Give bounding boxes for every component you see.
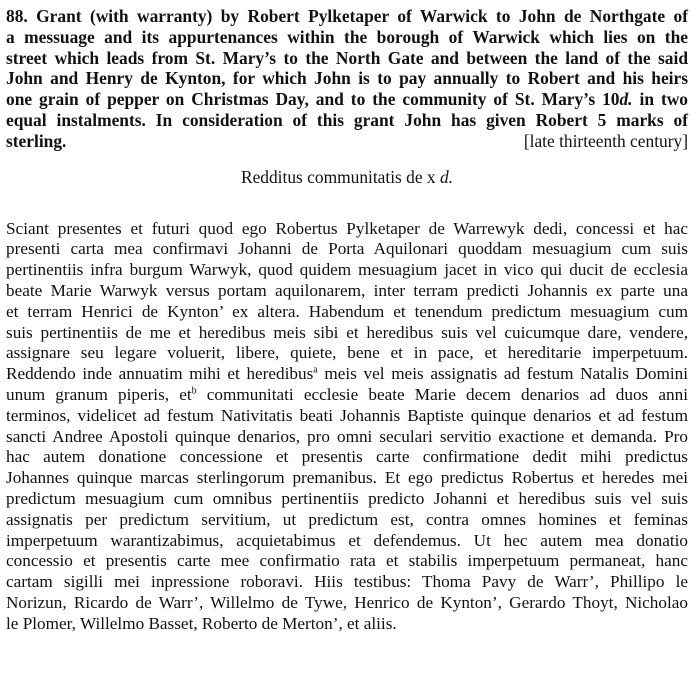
text-line: presenti carta mea confirmavi Johanni de Porta Aquilonari quoddam mesuagium cum suis bbox=[6, 239, 688, 259]
text-line: sancti Andree Apostoli quinque denarios, pro omni seculari servitio exactione et demanda. Pro bbox=[6, 426, 688, 446]
summary-line: street which leads from St. Mary’s to the North Gate and between the land of the said bbox=[6, 47, 688, 68]
entry-summary bbox=[6, 6, 688, 152]
summary-line bbox=[6, 89, 688, 110]
heading-text: Redditus communitatis de x bbox=[240, 166, 440, 187]
summary-last-line bbox=[6, 131, 688, 152]
text-line: imperpetuum warantizabimus, acquietabimus et defendemus. Ut hec autem mea donatio bbox=[6, 530, 688, 550]
text-line: Sciant presentes et futuri quod ego Robertus Pylketaper de Warrewyk dedi, concessi et hac bbox=[6, 218, 688, 238]
document-page bbox=[6, 6, 688, 635]
text-line: hac autem donatione concessione et presentis carte confirmatione dedit mihi predictus bbox=[6, 447, 688, 467]
heading-italic: d. bbox=[439, 166, 454, 187]
text-segment: communitati ecclesie beate Marie decem denarios ad duos anni bbox=[196, 384, 688, 404]
text-line bbox=[6, 364, 688, 385]
text-line: le Plomer, Willelmo Basset, Roberto de Merton’, et aliis. bbox=[6, 613, 397, 633]
text-line: pertinentiis infra burgum Warwyk, quod quidem mesuagium jacet in vico qui ducit de ecclesia bbox=[6, 260, 688, 280]
text-line: Johannes quinque marcas sterlingorum premanibus. Et ego predictus Robertus et heredes mei bbox=[6, 468, 688, 488]
footnote-marker-b: b bbox=[191, 385, 197, 397]
text-segment: meis vel meis assignatis ad festum Natalis Domini bbox=[317, 364, 689, 384]
text-segment: unum granum piperis, et bbox=[6, 384, 192, 404]
entry-date: [late thirteenth century] bbox=[523, 130, 688, 151]
summary-line: equal instalments. In consideration of this grant John has given Robert 5 marks of bbox=[6, 109, 688, 130]
text-line: cartam sigilli mei inpressione roboravi. Hiis testibus: Thoma Pavy de Warr’, Phillipo le bbox=[6, 572, 688, 592]
summary-line-tail: in two bbox=[632, 89, 688, 110]
text-line: Norizun, Ricardo de Warr’, Willelmo de Tywe, Henrico de Kynton’, Gerardo Thoyt, Nicholao bbox=[6, 592, 688, 612]
summary-line: sterling. bbox=[6, 130, 67, 151]
text-line: et terram Henrici de Kynton’ ex altera. Habendum et tenendum predictum mesuagium cum bbox=[6, 301, 688, 321]
text-line: beate Marie Warwyk versus portam aquilonarem, inter terram predicti Johannis ex parte una bbox=[6, 280, 688, 300]
charter-text bbox=[6, 219, 688, 635]
text-line: assignatis per predictum servitium, ut predictum est, contra omnes homines et feminas bbox=[6, 509, 688, 529]
text-line: predictum mesuagium cum omnibus pertinentiis predicto Johanni et heredibus suis vel suis bbox=[6, 488, 688, 508]
text-line: terminos, videlicet ad festum Nativitatis beati Johannis Baptiste quinque denarios et ad festum bbox=[6, 405, 688, 425]
summary-italic-pence: d. bbox=[619, 89, 633, 110]
text-line bbox=[6, 385, 688, 406]
text-line: assignare seu legare voluerit, libere, quiete, bene et in pace, et hereditarie imperpetuum. bbox=[6, 343, 688, 363]
footnote-marker-a: a bbox=[313, 364, 318, 376]
summary-line: a messuage and its appurtenances within the borough of Warwick which lies on the bbox=[6, 26, 688, 47]
text-segment: Reddendo inde annuatim mihi et heredibus bbox=[6, 364, 314, 384]
text-line: suis pertinentiis de me et heredibus meis sibi et heredibus suis vel cuicumque dare, vendere, bbox=[6, 322, 688, 342]
charter-heading bbox=[6, 166, 688, 188]
summary-line: 88. Grant (with warranty) by Robert Pylketaper of Warwick to John de Northgate of bbox=[6, 6, 688, 26]
text-line: concessio et presentis carte mee confirmatio rata et stabilis imperpetuum permaneat, hanc bbox=[6, 551, 688, 571]
summary-line: John and Henry de Kynton, for which John is to pay annually to Robert and his heirs bbox=[6, 68, 688, 89]
summary-line-text: one grain of pepper on Christmas Day, and to the community of St. Mary’s 10 bbox=[6, 89, 620, 110]
